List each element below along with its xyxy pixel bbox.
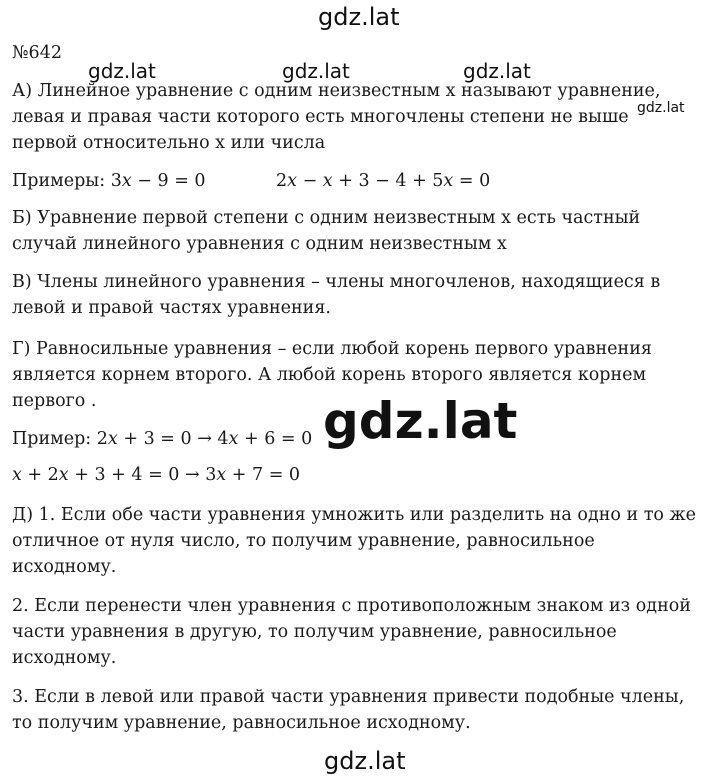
section-d-p2-line-3: исходному. [12,648,117,668]
section-d-p2-line-1: 2. Если перенести член уравнения с противоположным знаком из одной [12,596,691,616]
watermark-2: gdz.lat [282,59,350,83]
section-v-line-2: левой и правой частях уравнения. [12,298,331,318]
section-g-line-2: является корнем второго. А любой корень второго является корнем [12,365,647,385]
example2-equation-1: 2𝑥 + 3 = 0 → 4𝑥 + 6 = 0 [96,429,313,449]
section-v-line-1: В) Члены линейного уравнения – члены многочленов, находящиеся в [12,272,661,292]
section-a-line-3: первой относительно х или числа [12,133,326,153]
section-a-line-2: левая и правая части которого есть многочлены степени не выше [12,107,629,127]
watermark-big: gdz.lat [323,392,518,450]
examples-row [12,168,206,194]
section-d-p1-line-1: Д) 1. Если обе части уравнения умножить или разделить на одно и то же [12,505,696,525]
section-g-line-1: Г) Равносильные уравнения – если любой корень первого уравнения [12,339,652,359]
examples-label: Примеры: [12,171,106,191]
example-equation-1: 3𝑥 − 9 = 0 [110,171,206,191]
section-d-p3-line-2: то получим уравнение, равносильное исходному. [12,713,471,733]
example2-equation-2: 𝑥 + 2𝑥 + 3 + 4 = 0 → 3𝑥 + 7 = 0 [12,465,301,485]
example2-label: Пример: [12,429,92,449]
example2-row [12,426,312,452]
section-d-p1-line-2: отличное от нуля число, то получим уравнение, равносильное [12,531,595,551]
watermark-3: gdz.lat [463,59,531,83]
watermark-bottom: gdz.lat [324,747,406,775]
section-d-p2-line-2: части уравнения в другую, то получим уравнение, равносильное [12,622,617,642]
example-equation-2: 2𝑥 − 𝑥 + 3 − 4 + 5𝑥 = 0 [276,171,491,191]
watermark-1: gdz.lat [88,59,156,83]
section-b-line-2: случай линейного уравнения с одним неизвестным х [12,234,507,254]
section-a-line-1: А) Линейное уравнение с одним неизвестным х называют уравнение, [12,81,661,101]
section-b-line-1: Б) Уравнение первой степени с одним неизвестным х есть частный [12,208,641,228]
watermark-top: gdz.lat [318,3,400,31]
section-g-line-3: первого . [12,391,97,411]
section-d-p1-line-3: исходному. [12,557,117,577]
section-d-p3-line-1: 3. Если в левой или правой части уравнения привести подобные члены, [12,687,685,707]
watermark-4: gdz.lat [637,100,685,116]
problem-number: №642 [12,43,62,63]
